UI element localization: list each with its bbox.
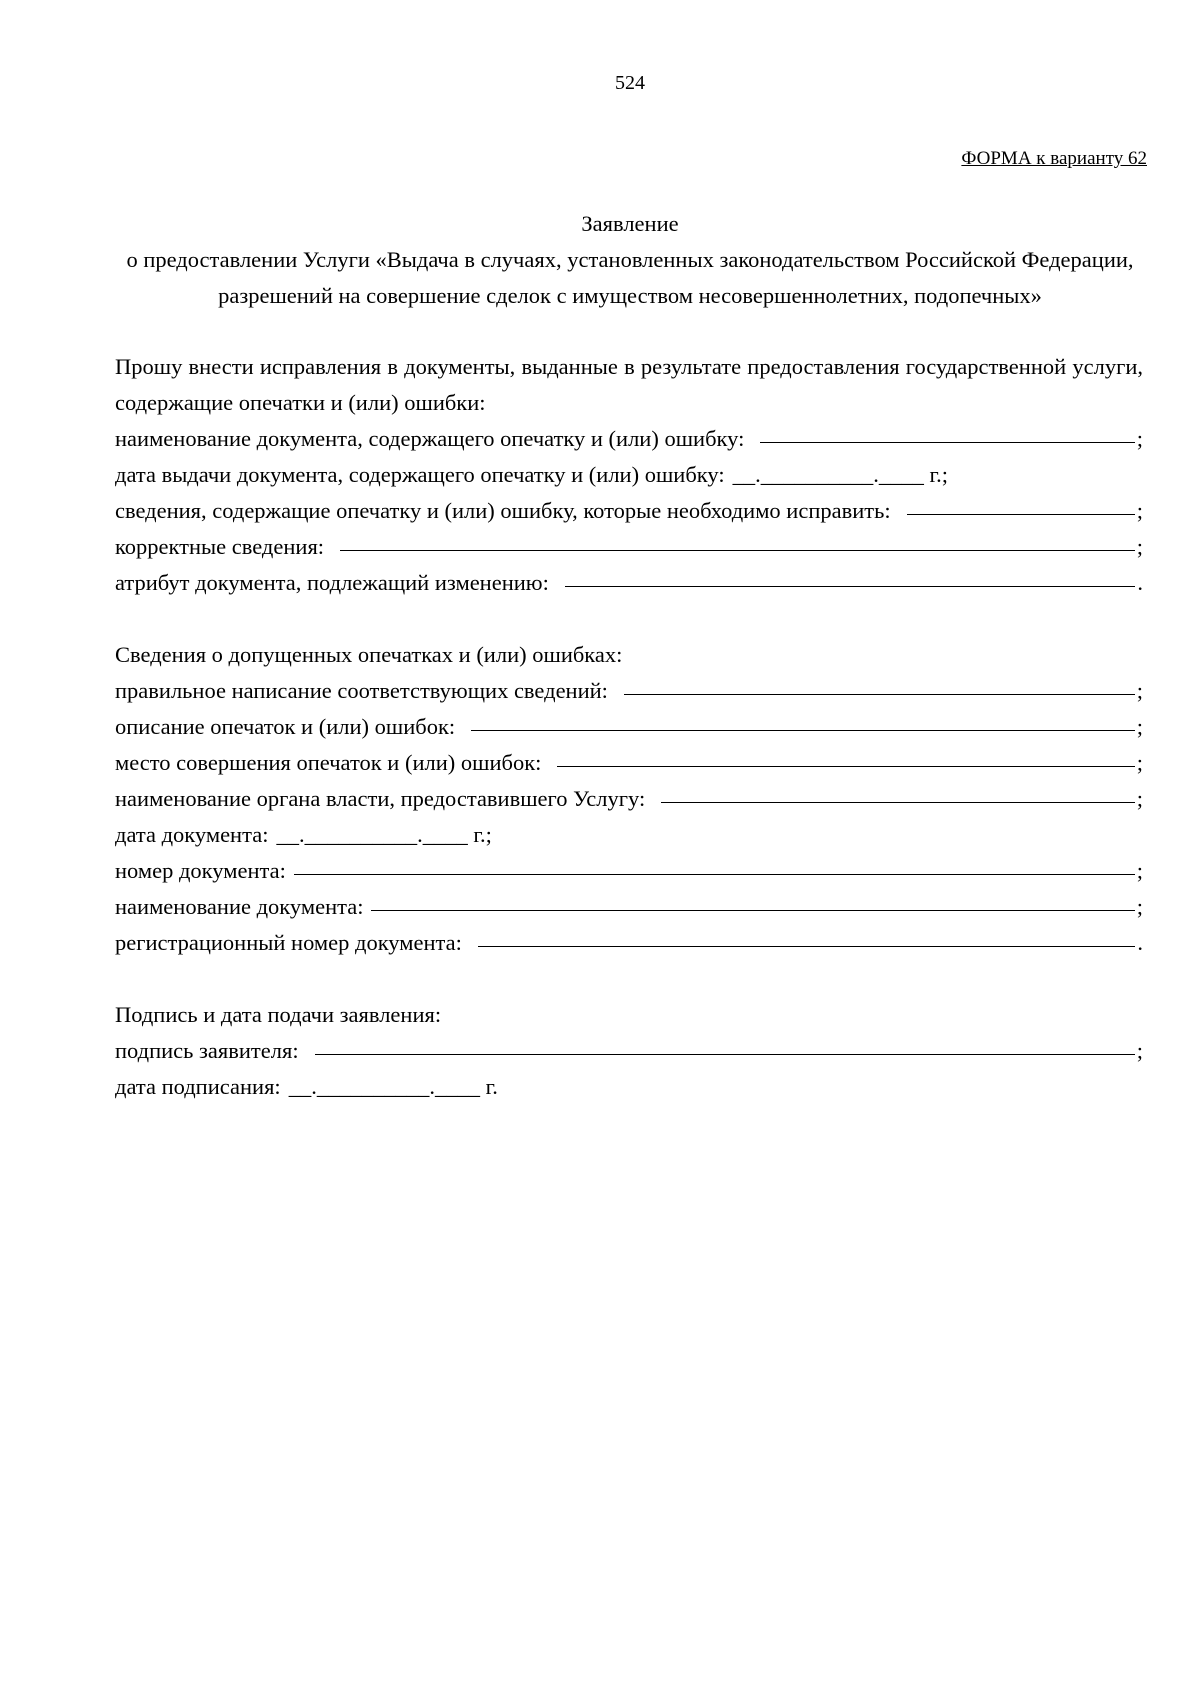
period: .	[1137, 930, 1143, 955]
semicolon: ;	[1136, 894, 1143, 919]
row-issue-date	[115, 457, 1143, 493]
row-info-to-fix	[115, 493, 1143, 529]
document-title: Заявление	[581, 211, 679, 236]
issue-date-field[interactable]: __.__________.____ г.;	[732, 462, 949, 487]
row-reg-number	[115, 925, 1143, 961]
authority-field[interactable]	[661, 780, 1135, 803]
row-authority	[115, 781, 1143, 817]
row-doc-date	[115, 817, 1143, 853]
semicolon: ;	[1136, 498, 1143, 523]
sign-date-field[interactable]: __.__________.____ г.	[288, 1074, 498, 1099]
error-description-field[interactable]	[471, 708, 1135, 731]
reg-number-field[interactable]	[478, 924, 1136, 947]
semicolon: ;	[1136, 714, 1143, 739]
row-sign-date	[115, 1069, 1143, 1105]
doc-date-field[interactable]: __.__________.____ г.;	[276, 822, 492, 847]
page-number: 524	[615, 72, 645, 94]
error-doc-name-label: наименование документа:	[115, 894, 364, 919]
row-doc-number	[115, 853, 1143, 889]
semicolon: ;	[1136, 426, 1143, 451]
semicolon: ;	[1136, 750, 1143, 775]
semicolon: ;	[1136, 534, 1143, 559]
doc-name-field[interactable]	[760, 420, 1134, 443]
section-gap	[115, 601, 1143, 637]
doc-name-label: наименование документа, содержащего опечатку и (или) ошибку:	[115, 426, 745, 451]
semicolon: ;	[1136, 786, 1143, 811]
semicolon: ;	[1136, 678, 1143, 703]
correct-spelling-label: правильное написание соответствующих сведений:	[115, 678, 608, 703]
errors-heading: Сведения о допущенных опечатках и (или) ошибках:	[115, 642, 623, 667]
row-correct-info	[115, 529, 1143, 565]
attribute-field[interactable]	[565, 564, 1136, 587]
error-doc-name-field[interactable]	[371, 888, 1134, 911]
error-description-label: описание опечаток и (или) ошибок:	[115, 714, 456, 739]
document-subtitle: о предоставлении Услуги «Выдача в случаях, установленных законодательством Российской Федерации, разрешений на совершение сделок с имуществом несовершеннолетних, подопечных»	[126, 247, 1134, 308]
signature-heading: Подпись и дата подачи заявления:	[115, 1002, 442, 1027]
period: .	[1137, 570, 1143, 595]
section-gap	[115, 961, 1143, 997]
doc-number-field[interactable]	[294, 852, 1135, 875]
row-error-doc-name	[115, 889, 1143, 925]
sign-date-label: дата подписания:	[115, 1074, 281, 1099]
doc-number-label: номер документа:	[115, 858, 286, 883]
semicolon: ;	[1136, 1038, 1143, 1063]
correct-info-field[interactable]	[340, 528, 1135, 551]
row-error-location	[115, 745, 1143, 781]
correct-spelling-field[interactable]	[624, 672, 1135, 695]
semicolon: ;	[1136, 858, 1143, 883]
request-intro: Прошу внести исправления в документы, выданные в результате предоставления государственной услуги, содержащие опечатки и (или) ошибки:	[115, 354, 1143, 415]
error-location-label: место совершения опечаток и (или) ошибок:	[115, 750, 542, 775]
signature-label: подпись заявителя:	[115, 1038, 299, 1063]
row-attribute	[115, 565, 1143, 601]
row-signature	[115, 1033, 1143, 1069]
info-to-fix-label: сведения, содержащие опечатку и (или) ошибку, которые необходимо исправить:	[115, 498, 891, 523]
form-reference: ФОРМА к варианту 62	[961, 148, 1147, 169]
form-content	[115, 349, 1143, 1105]
authority-label: наименование органа власти, предоставившего Услугу:	[115, 786, 646, 811]
doc-date-label: дата документа:	[115, 822, 269, 847]
issue-date-label: дата выдачи документа, содержащего опечатку и (или) ошибку:	[115, 462, 725, 487]
row-doc-name	[115, 421, 1143, 457]
row-error-description	[115, 709, 1143, 745]
title-block	[100, 206, 1160, 314]
row-correct-spelling	[115, 673, 1143, 709]
error-location-field[interactable]	[557, 744, 1134, 767]
correct-info-label: корректные сведения:	[115, 534, 325, 559]
signature-field[interactable]	[315, 1032, 1135, 1055]
attribute-label: атрибут документа, подлежащий изменению:	[115, 570, 549, 595]
reg-number-label: регистрационный номер документа:	[115, 930, 462, 955]
info-to-fix-field[interactable]	[907, 492, 1135, 515]
